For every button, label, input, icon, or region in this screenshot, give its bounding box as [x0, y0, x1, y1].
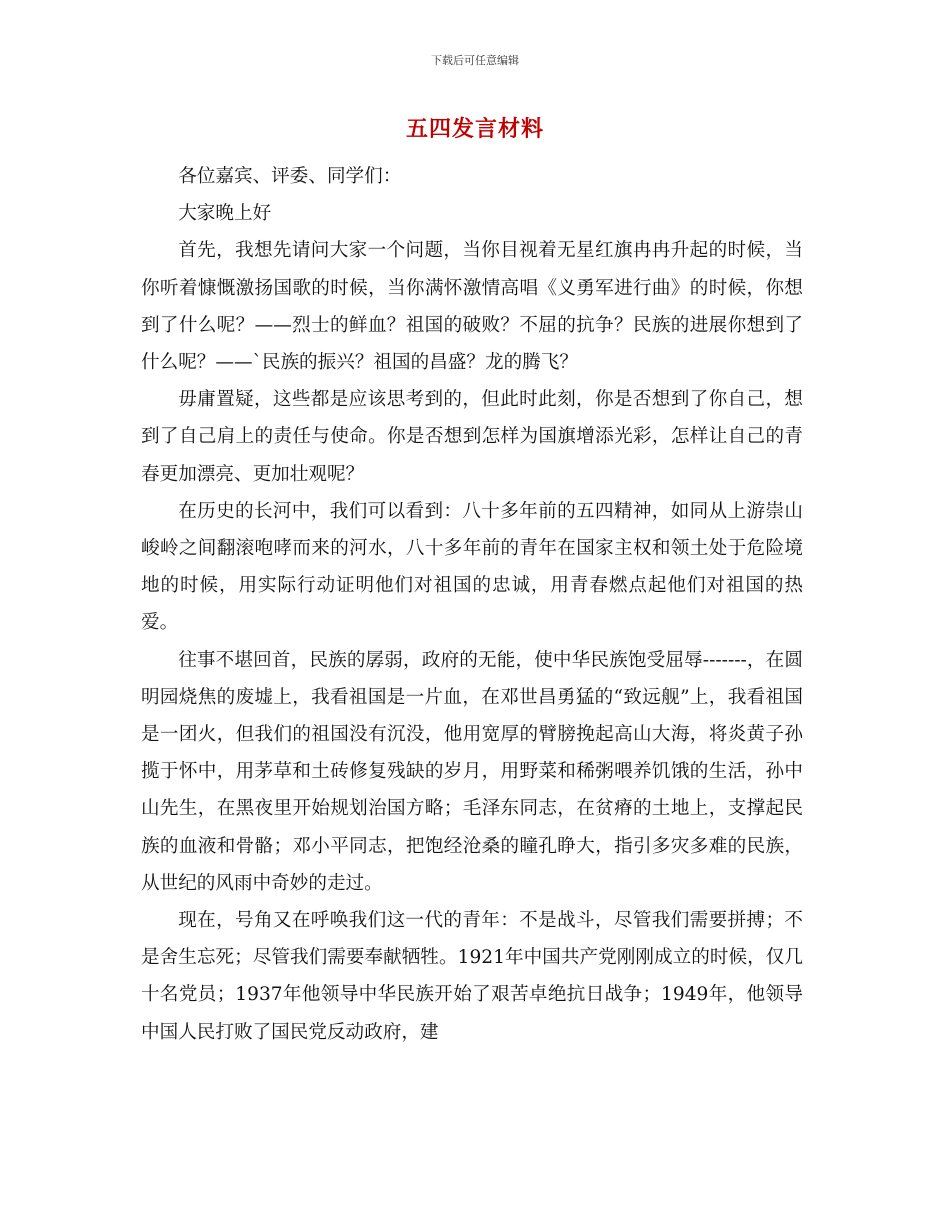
- document-body: [141, 158, 803, 1051]
- paragraph: 首先，我想先请问大家一个问题，当你目视着无星红旗冉冉升起的时候，当你听着慷慨激扬国歌的时候，当你满怀激情高唱《义勇军进行曲》的时候，你想到了什么呢？——烈士的鲜血？祖国的破败？不屈的抗争？民族的进展你想到了什么呢？——`民族的振兴？祖国的昌盛？龙的腾飞？: [141, 240, 803, 374]
- document-title: 五四发言材料: [405, 117, 544, 142]
- paragraph: 往事不堪回首，民族的孱弱，政府的无能，使中华民族饱受屈辱-------，在圆明园烧焦的废墟上，我看祖国是一片血，在邓世昌勇猛的“致远舰”上，我看祖国是一团火，但我们的祖国没有沉没，他用宽厚的臂膀挽起高山大海，将炎黄子孙揽于怀中，用茅草和土砖修复残缺的岁月，用野菜和稀粥喂养饥饿的生活，孙中山先生，在黑夜里开始规划治国方略；毛泽东同志，在贫瘠的土地上，支撑起民族的血液和骨骼；邓小平同志，把饱经沧桑的瞳孔睁大，指引多灾多难的民族，从世纪的风雨中奇妙的走过。: [141, 649, 803, 894]
- salutation: 各位嘉宾、评委、同学们：: [178, 166, 402, 187]
- paragraph: 在历史的长河中，我们可以看到：八十多年前的五四精神，如同从上游崇山峻岭之间翻滚咆哮而来的河水，八十多年前的青年在国家主权和领土处于危险境地的时候，用实际行动证明他们对祖国的忠诚，用青春燃点起他们对祖国的热爱。: [141, 500, 803, 634]
- paragraph: 毋庸置疑，这些都是应该思考到的，但此时此刻，你是否想到了你自己，想到了自己肩上的责任与使命。你是否想到怎样为国旗增添光彩，怎样让自己的青春更加漂亮、更加壮观呢？: [141, 389, 803, 485]
- page-header: 下载后可任意编辑: [431, 54, 519, 67]
- greeting: 大家晚上好: [178, 203, 272, 225]
- paragraph: 现在，号角又在呼唤我们这一代的青年：不是战斗，尽管我们需要拼搏；不是舍生忘死；尽管我们需要奉献牺牲。1921年中国共产党刚刚成立的时候，仅几十名党员；1937年他领导中华民族开始了艰苦卓绝抗日战争；1949年，他领导中国人民打败了国民党反动政府，建: [141, 910, 803, 1043]
